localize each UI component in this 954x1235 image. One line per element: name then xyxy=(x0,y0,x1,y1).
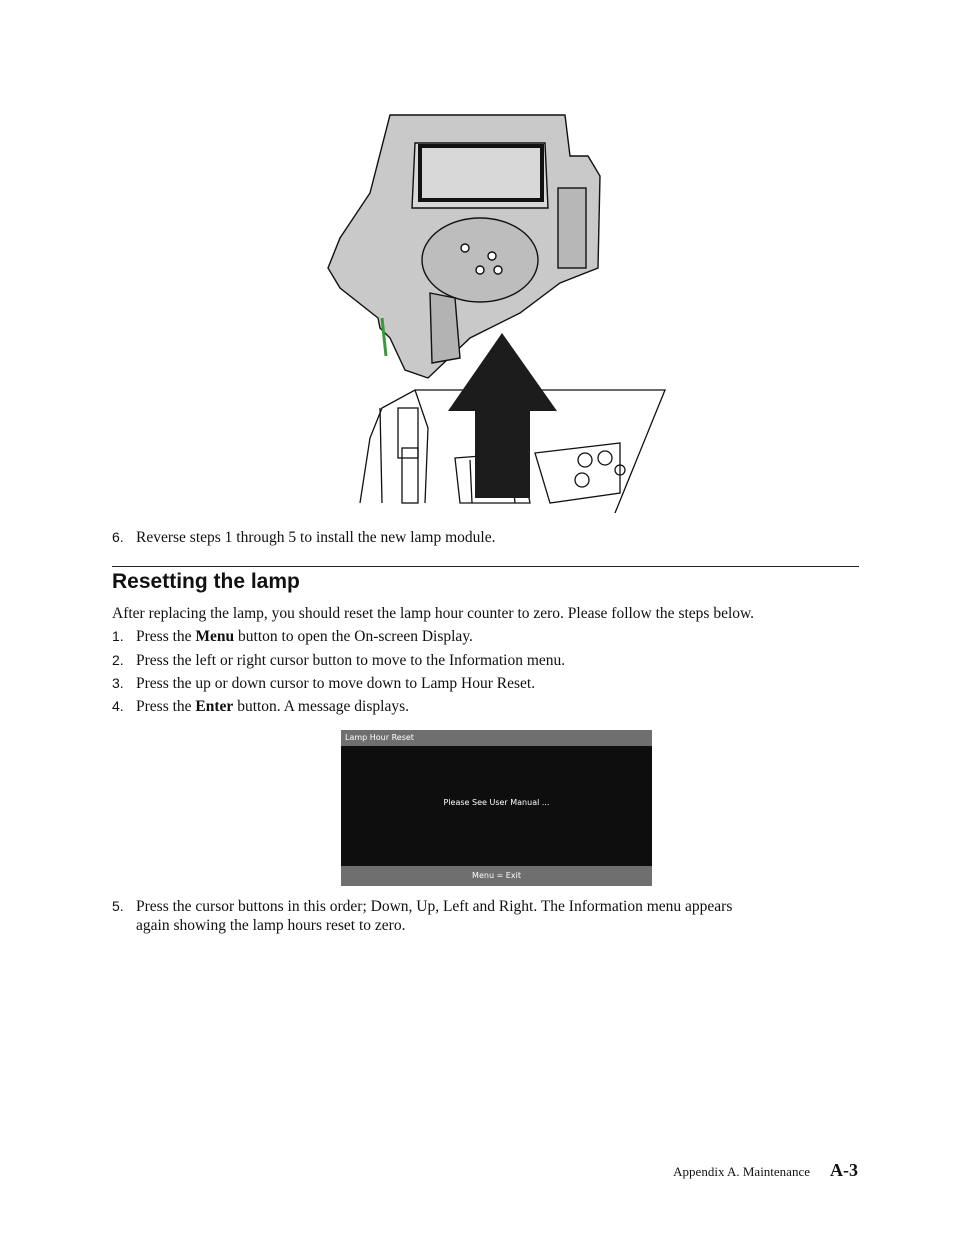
step-2 xyxy=(112,651,565,670)
page-footer xyxy=(673,1160,858,1181)
step-5 xyxy=(112,897,732,935)
step-text: Reverse steps 1 through 5 to install the new lamp module. xyxy=(136,529,496,546)
section-title: Resetting the lamp xyxy=(112,570,300,593)
step-text xyxy=(136,697,409,716)
step-number: 3. xyxy=(112,675,124,691)
footer-section-title: Appendix A. Maintenance xyxy=(673,1164,810,1179)
step-text-line-1: Press the cursor buttons in this order; Down, Up, Left and Right. The Information menu appears xyxy=(136,898,733,915)
step-4 xyxy=(112,697,409,716)
step-text-line-2: again showing the lamp hours reset to zero. xyxy=(136,917,406,934)
step-text: Press the left or right cursor button to move to the Information menu. xyxy=(136,652,566,669)
section-intro: After replacing the lamp, you should reset the lamp hour counter to zero. Please follow the steps below. xyxy=(112,605,755,622)
section-divider xyxy=(112,566,859,567)
page-number: A-3 xyxy=(830,1160,858,1180)
step-number: 4. xyxy=(112,698,124,714)
step-number: 1. xyxy=(112,628,124,644)
step-text-part: Press the xyxy=(136,698,196,715)
lamp-removal-illustration xyxy=(320,108,670,520)
step-number: 6. xyxy=(112,529,124,545)
menu-key-label: Menu xyxy=(195,628,235,645)
step-text-part: Press the xyxy=(136,628,196,645)
step-3 xyxy=(112,674,535,693)
step-1 xyxy=(112,627,473,646)
osd-lamp-reset-screenshot xyxy=(341,730,652,886)
osd-message: Please See User Manual ... xyxy=(443,798,550,807)
osd-footer-hint: Menu = Exit xyxy=(341,866,652,886)
lamp-module xyxy=(328,115,600,378)
step-6 xyxy=(112,528,495,547)
step-number: 5. xyxy=(112,898,124,914)
osd-title: Lamp Hour Reset xyxy=(341,730,652,746)
step-text: Press the up or down cursor to move down to Lamp Hour Reset. xyxy=(136,675,536,692)
step-text xyxy=(136,627,473,646)
step-text-part: button to open the On-screen Display. xyxy=(234,628,473,645)
step-number: 2. xyxy=(112,652,124,668)
step-text-part: button. A message displays. xyxy=(233,698,409,715)
enter-key-label: Enter xyxy=(195,698,234,715)
